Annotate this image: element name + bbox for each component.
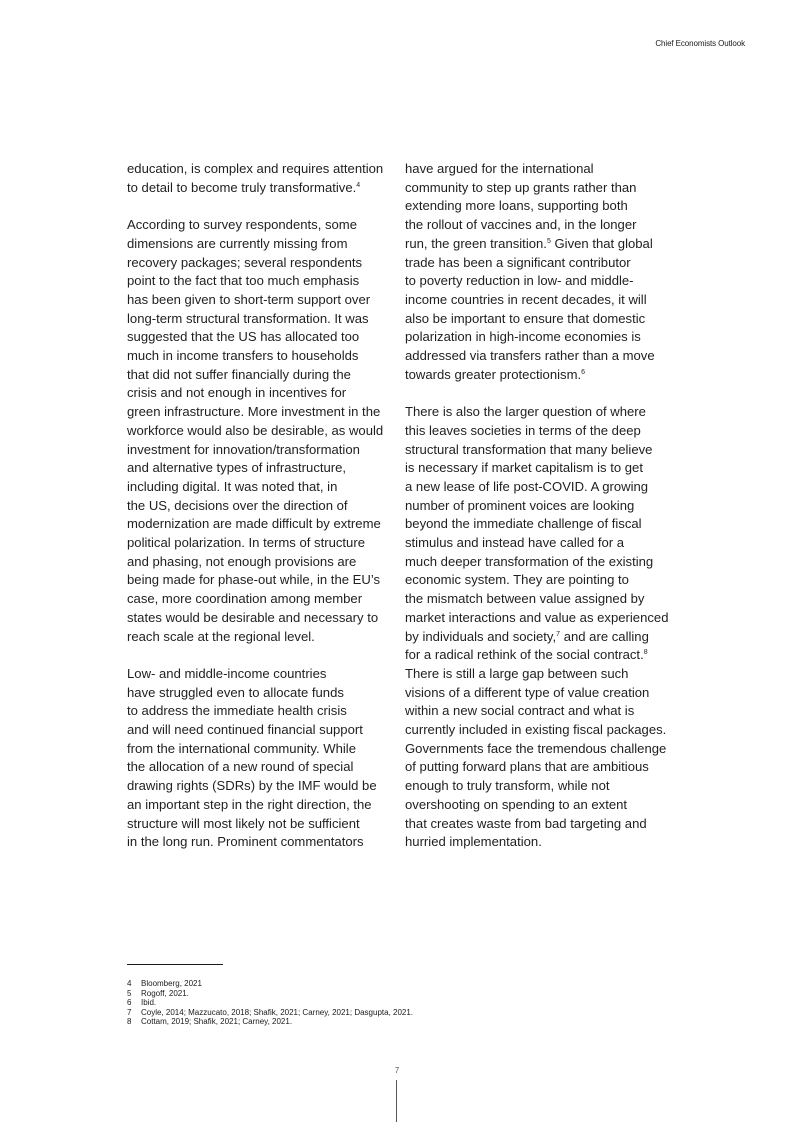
text-line: case, more coordination among member (127, 591, 363, 607)
text-line: political polarization. In terms of structure (127, 535, 365, 551)
footnote-number: 8 (127, 1017, 132, 1027)
text-line: and phasing, not enough provisions are (127, 553, 357, 569)
text-line: polarization in high-income economies is (405, 329, 641, 345)
text-line: market interactions and value as experienced (405, 609, 669, 625)
text-line: drawing rights (SDRs) by the IMF would be (127, 778, 377, 794)
text-line: extending more loans, supporting both (405, 198, 628, 214)
text-line: crisis and not enough in incentives for (127, 385, 347, 401)
text-line: hurried implementation. (405, 834, 542, 850)
footnote-ref[interactable]: 6 (581, 368, 586, 376)
paragraph (405, 160, 667, 384)
text-line: Low- and middle-income countries (127, 665, 327, 681)
text-line: structural transformation that many believe (405, 441, 653, 457)
page-number-rule (396, 1080, 397, 1122)
text-line: that creates waste from bad targeting and (405, 815, 647, 831)
footnote-item (127, 1008, 413, 1018)
footnote-item (127, 989, 413, 999)
text-line: run, the green transition.$^5$ Given that global (405, 235, 653, 251)
paragraph (127, 160, 389, 197)
text-line: of putting forward plans that are ambitious (405, 759, 649, 775)
text-line: According to survey respondents, some (127, 217, 357, 233)
text-line: and will need continued financial support (127, 722, 363, 738)
text-line: economic system. They are pointing to (405, 572, 629, 588)
text-line: for a radical rethink of the social contract.$^8$ (405, 647, 648, 663)
text-line: including digital. It was noted that, in (127, 478, 338, 494)
text-line: to address the immediate health crisis (127, 703, 347, 719)
text-line: There is also the larger question of where (405, 404, 646, 420)
text-line: number of prominent voices are looking (405, 497, 635, 513)
footnote-ref[interactable]: 4 (356, 181, 361, 189)
text-line: is necessary if market capitalism is to get (405, 460, 643, 476)
text-line: stimulus and instead have called for a (405, 535, 625, 551)
footnote-number: 6 (127, 998, 132, 1008)
footnote-number: 4 (127, 979, 132, 988)
paragraph (405, 403, 667, 852)
text-line: the mismatch between value assigned by (405, 591, 645, 607)
text-line: overshooting on spending to an extent (405, 796, 628, 812)
text-line: from the international community. While (127, 740, 356, 756)
footnote-ref[interactable]: 8 (643, 649, 648, 657)
text-line: recovery packages; several respondents (127, 254, 363, 270)
text-line: and alternative types of infrastructure, (127, 460, 347, 476)
footnote-item (127, 998, 413, 1008)
paragraph (127, 216, 389, 646)
text-line: visions of a different type of value creation (405, 684, 650, 700)
footnotes (127, 979, 413, 1027)
text-line: also be important to ensure that domestic (405, 310, 646, 326)
text-line: workforce would also be desirable, as would (127, 422, 384, 438)
footnote-item (127, 979, 413, 989)
text-line: has been given to short-term support over (127, 291, 371, 307)
left-column (127, 160, 389, 871)
text-line: green infrastructure. More investment in the (127, 404, 381, 420)
page-number: 7 (394, 1066, 400, 1075)
text-line: education, is complex and requires attention (127, 161, 384, 176)
text-line: that did not suffer financially during the (127, 366, 351, 382)
text-line: within a new social contract and what is (405, 703, 635, 719)
text-line: an important step in the right direction, the (127, 796, 372, 812)
text-line: the US, decisions over the direction of (127, 497, 348, 513)
text-line: point to the fact that too much emphasis (127, 273, 360, 289)
text-line: currently included in existing fiscal packages. (405, 722, 667, 738)
text-line: states would be desirable and necessary to (127, 609, 379, 625)
text-line: modernization are made difficult by extreme (127, 516, 381, 532)
text-line: reach scale at the regional level. (127, 628, 315, 644)
text-line: have struggled even to allocate funds (127, 684, 344, 700)
text-line: There is still a large gap between such (405, 665, 629, 681)
text-line: Governments face the tremendous challenge (405, 740, 667, 756)
footnote-text: Coyle, 2014; Mazzucato, 2018; Shafik, 2021; Carney, 2021; Dasgupta, 2021. (141, 1007, 414, 1017)
text-line: towards greater protectionism.$^6$ (405, 366, 586, 382)
text-line: community to step up grants rather than (405, 179, 637, 195)
text-line: being made for phase-out while, in the EU’s (127, 572, 381, 588)
footnote-ref[interactable]: 7 (556, 630, 561, 638)
right-column (405, 160, 667, 871)
text-line: long-term structural transformation. It was (127, 310, 369, 326)
footnote-ref[interactable]: 5 (546, 237, 551, 245)
text-line: suggested that the US has allocated too (127, 329, 360, 345)
text-line: by individuals and society,$^7$ and are calling (405, 628, 649, 644)
text-line: dimensions are currently missing from (127, 235, 348, 251)
text-line: to detail to become truly transformative.$^4$ (127, 179, 361, 195)
footnote-text: Ibid. (141, 998, 157, 1008)
text-line: in the long run. Prominent commentators (127, 834, 364, 850)
text-line: a new lease of life post-COVID. A growing (405, 478, 649, 494)
text-line: much in income transfers to households (127, 348, 359, 364)
running-header: Chief Economists Outlook (655, 39, 745, 48)
text-line: structure will most likely not be sufficient (127, 815, 360, 831)
footnote-item (127, 1017, 413, 1027)
footnote-text: Rogoff, 2021. (141, 988, 189, 998)
text-line: beyond the immediate challenge of fiscal (405, 516, 642, 532)
text-line: investment for innovation/transformation (127, 441, 360, 457)
paragraph (127, 665, 389, 852)
text-line: trade has been a significant contributor (405, 254, 631, 270)
text-line: to poverty reduction in low- and middle- (405, 273, 634, 289)
text-line: much deeper transformation of the existing (405, 553, 654, 569)
footnote-number: 7 (127, 1007, 132, 1017)
text-line: this leaves societies in terms of the deep (405, 422, 641, 438)
text-line: have argued for the international (405, 161, 594, 176)
text-line: addressed via transfers rather than a move (405, 348, 655, 364)
text-line: enough to truly transform, while not (405, 778, 610, 794)
text-line: income countries in recent decades, it will (405, 291, 647, 307)
footnote-divider (127, 964, 223, 965)
text-line: the rollout of vaccines and, in the longer (405, 217, 637, 233)
footnote-text: Bloomberg, 2021 (141, 979, 202, 988)
footnote-text: Cottam, 2019; Shafik, 2021; Carney, 2021. (141, 1017, 293, 1027)
footnote-number: 5 (127, 988, 132, 998)
text-line: the allocation of a new round of special (127, 759, 354, 775)
